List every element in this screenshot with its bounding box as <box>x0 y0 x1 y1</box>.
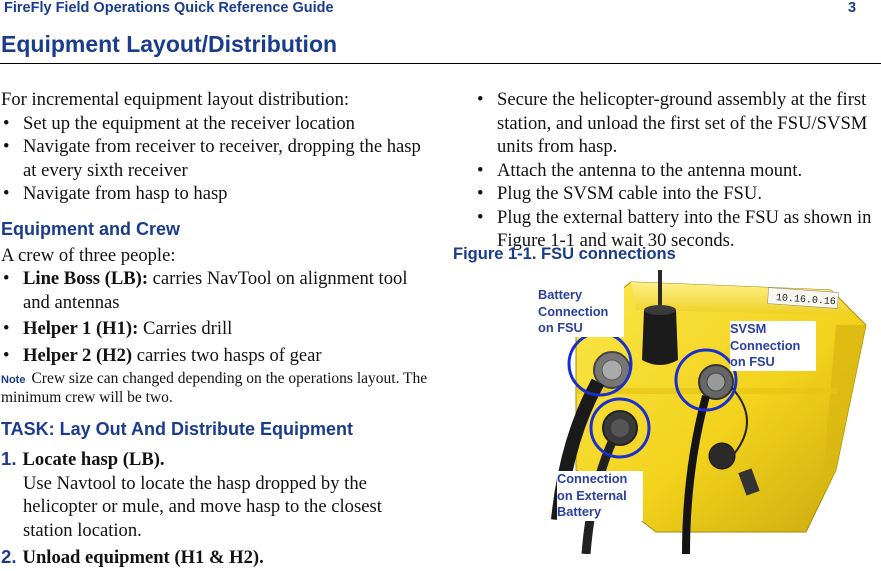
task-step <box>1 447 431 472</box>
crew-role: Helper 1 (H1): <box>23 318 139 339</box>
callout-line: Connection <box>538 303 609 319</box>
crew-member <box>1 344 431 368</box>
dust-cap <box>709 443 735 469</box>
step-body: Use Navtool to locate the hasp dropped by the helicopter or mule, and move hasp to the closest station location. <box>23 472 382 541</box>
right-column <box>475 88 875 253</box>
callout-battery <box>538 287 624 337</box>
intro-bullet: • Navigate from receiver to receiver, dropping the hasp at every sixth receiver <box>1 135 431 182</box>
crew-member <box>1 317 431 341</box>
callout-external-battery <box>557 471 643 521</box>
unit-label: 10.16.0.16 <box>775 293 837 309</box>
task-step <box>1 545 431 570</box>
task-heading: TASK: Lay Out And Distribute Equipment <box>1 419 353 439</box>
callout-line: on FSU <box>538 320 583 335</box>
running-header-title: FireFly Field Operations Quick Reference Guide <box>4 0 334 16</box>
step-number: 2. <box>1 546 17 567</box>
crew-heading: Equipment and Crew <box>1 218 181 239</box>
callout-line: Connection <box>730 337 801 353</box>
crew-member <box>1 267 431 314</box>
crew-desc: carries NavTool on alignment tool and antennas <box>23 268 408 313</box>
crew-role: Line Boss (LB): <box>23 268 149 289</box>
procedure-bullet: • Plug the external battery into the FSU as shown in Figure 1-1 and wait 30 seconds. <box>475 206 875 253</box>
section-title: Equipment Layout/Distribution <box>1 31 338 57</box>
callout-line: Battery <box>557 504 602 519</box>
procedure-bullet: • Secure the helicopter-ground assembly at the first station, and unload the first set of the FSU/SVSM units from hasp. <box>475 88 875 159</box>
left-column <box>1 88 431 570</box>
callout-line: on External <box>557 487 627 503</box>
page-number: 3 <box>848 0 857 16</box>
callout-line: on FSU <box>730 354 775 369</box>
intro-bullet: • Set up the equipment at the receiver location <box>1 112 431 136</box>
intro-bullet: • Navigate from hasp to hasp <box>1 182 431 206</box>
crew-lead: A crew of three people: <box>1 244 176 266</box>
callout-line: Battery <box>538 287 583 302</box>
note-label: Note <box>1 374 26 386</box>
crew-desc: Carries drill <box>142 318 233 339</box>
intro-lead: For incremental equipment layout distribution: <box>1 89 350 110</box>
step-title: Unload equipment (H1 & H2). <box>22 547 264 568</box>
crew-desc: carries two hasps of gear <box>136 344 322 366</box>
procedure-bullet: • Attach the antenna to the antenna mount. <box>475 159 875 183</box>
title-rule <box>0 63 881 64</box>
procedure-bullet: • Plug the SVSM cable into the FSU. <box>475 182 875 206</box>
note-text: Crew size can changed depending on the operations layout. The minimum crew will be two. <box>1 370 428 406</box>
crew-note <box>1 370 431 406</box>
callout-line: Connection <box>557 471 628 486</box>
step-title: Locate hasp (LB). <box>22 449 165 470</box>
step-number: 1. <box>1 448 17 469</box>
crew-role: Helper 2 (H2) <box>23 344 133 366</box>
callout-svsm <box>730 321 816 371</box>
figure-caption: Figure 1-1. FSU connections <box>453 245 676 263</box>
callout-line: SVSM <box>730 321 767 336</box>
